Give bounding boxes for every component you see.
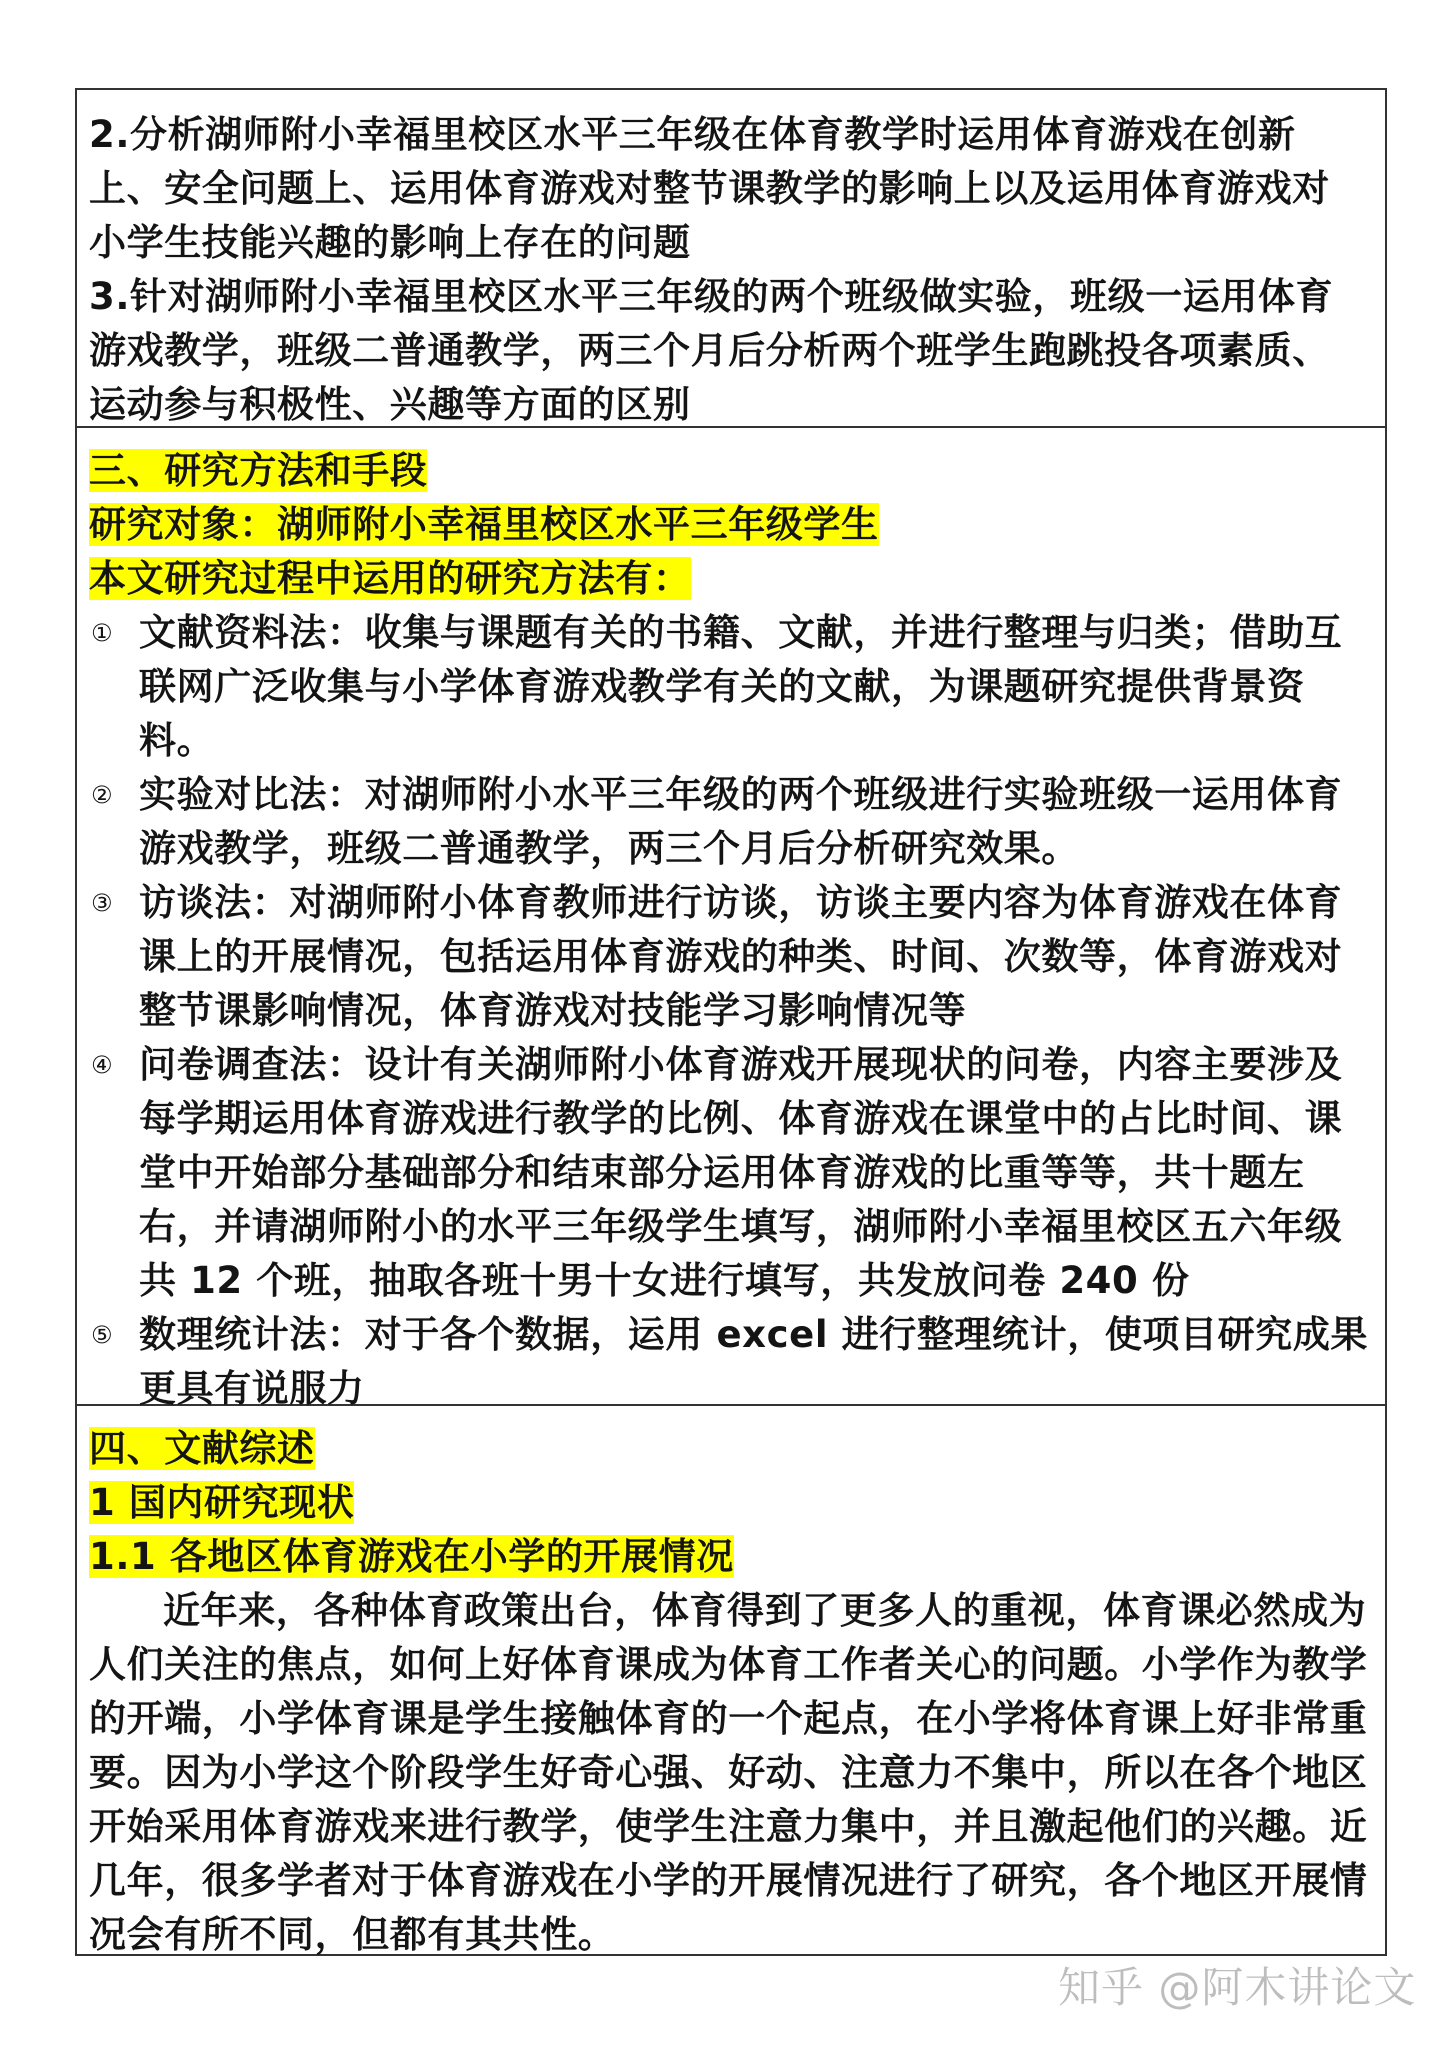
methods-intro: 本文研究过程中运用的研究方法有： bbox=[89, 557, 691, 600]
method-item bbox=[89, 1038, 1377, 1308]
text-line: 3.针对湖师附小幸福里校区水平三年级的两个班级做实验，班级一运用体育 bbox=[89, 275, 1334, 318]
research-subject: 研究对象：湖师附小幸福里校区水平三年级学生 bbox=[89, 503, 879, 546]
item-number: ① bbox=[91, 619, 113, 647]
item-line: 联网广泛收集与小学体育游戏教学有关的文献，为课题研究提供背景资 bbox=[139, 665, 1305, 708]
item-line: 游戏教学，班级二普通教学，两三个月后分析研究效果。 bbox=[139, 827, 1079, 870]
text-line: 上、安全问题上、运用体育游戏对整节课教学的影响上以及运用体育游戏对 bbox=[89, 167, 1330, 210]
item-number: ③ bbox=[91, 889, 113, 917]
subsubheading: 1.1 各地区体育游戏在小学的开展情况 bbox=[89, 1535, 734, 1578]
item-line: 右，并请湖师附小的水平三年级学生填写，湖师附小幸福里校区五六年级 bbox=[139, 1205, 1343, 1248]
item-line: 更具有说服力 bbox=[139, 1367, 365, 1410]
methods-cell bbox=[77, 426, 1385, 1410]
text-line: 小学生技能兴趣的影响上存在的问题 bbox=[89, 221, 691, 264]
method-item bbox=[89, 876, 1377, 1038]
method-item bbox=[89, 1308, 1377, 1416]
item-line: 共 12 个班，抽取各班十男十女进行填写，共发放问卷 240 份 bbox=[139, 1259, 1190, 1302]
text-line: 运动参与积极性、兴趣等方面的区别 bbox=[89, 383, 691, 426]
objectives-cell bbox=[77, 90, 1385, 426]
text-line: 游戏教学，班级二普通教学，两三个月后分析两个班学生跑跳投各项素质、 bbox=[89, 329, 1330, 372]
item-line: 每学期运用体育游戏进行教学的比例、体育游戏在课堂中的占比时间、课 bbox=[139, 1097, 1343, 1140]
watermark: 知乎 @阿木讲论文 bbox=[1058, 1963, 1417, 2012]
item-line: 实验对比法：对湖师附小水平三年级的两个班级进行实验班级一运用体育 bbox=[139, 773, 1343, 816]
method-item bbox=[89, 768, 1377, 876]
method-item bbox=[89, 606, 1377, 768]
item-line: 整节课影响情况，体育游戏对技能学习影响情况等 bbox=[139, 989, 967, 1032]
body-paragraph: 近年来，各种体育政策出台，体育得到了更多人的重视，体育课必然成为人们关注的焦点，如何上好体育课成为体育工作者关心的问题。小学作为教学的开端，小学体育课是学生接触体育的一个起点，在小学将体育课上好非常重要。因为小学这个阶段学生好奇心强、好动、注意力不集中，所以在各个地区开始采用体育游戏来进行教学，使学生注意力集中，并且激起他们的兴趣。近几年，很多学者对于体育游戏在小学的开展情况进行了研究，各个地区开展情况会有所不同，但都有其共性。 bbox=[89, 1589, 1368, 1956]
section-heading: 四、文献综述 bbox=[89, 1427, 315, 1470]
item-number: ④ bbox=[91, 1051, 113, 1079]
literature-review-cell bbox=[77, 1404, 1385, 1954]
item-line: 料。 bbox=[139, 719, 215, 762]
document-table bbox=[75, 88, 1387, 1956]
item-number: ⑤ bbox=[91, 1321, 113, 1349]
section-heading: 三、研究方法和手段 bbox=[89, 449, 428, 492]
item-number: ② bbox=[91, 781, 113, 809]
subheading: 1 国内研究现状 bbox=[89, 1481, 355, 1524]
item-line: 课上的开展情况，包括运用体育游戏的种类、时间、次数等，体育游戏对 bbox=[139, 935, 1343, 978]
item-line: 访谈法：对湖师附小体育教师进行访谈，访谈主要内容为体育游戏在体育 bbox=[139, 881, 1343, 924]
text-line: 2.分析湖师附小幸福里校区水平三年级在体育教学时运用体育游戏在创新 bbox=[89, 113, 1296, 156]
item-line: 文献资料法：收集与课题有关的书籍、文献，并进行整理与归类；借助互 bbox=[139, 611, 1343, 654]
item-line: 问卷调查法：设计有关湖师附小体育游戏开展现状的问卷，内容主要涉及 bbox=[139, 1043, 1343, 1086]
item-line: 堂中开始部分基础部分和结束部分运用体育游戏的比重等等，共十题左 bbox=[139, 1151, 1305, 1194]
item-line: 数理统计法：对于各个数据，运用 excel 进行整理统计，使项目研究成果 bbox=[139, 1313, 1369, 1356]
